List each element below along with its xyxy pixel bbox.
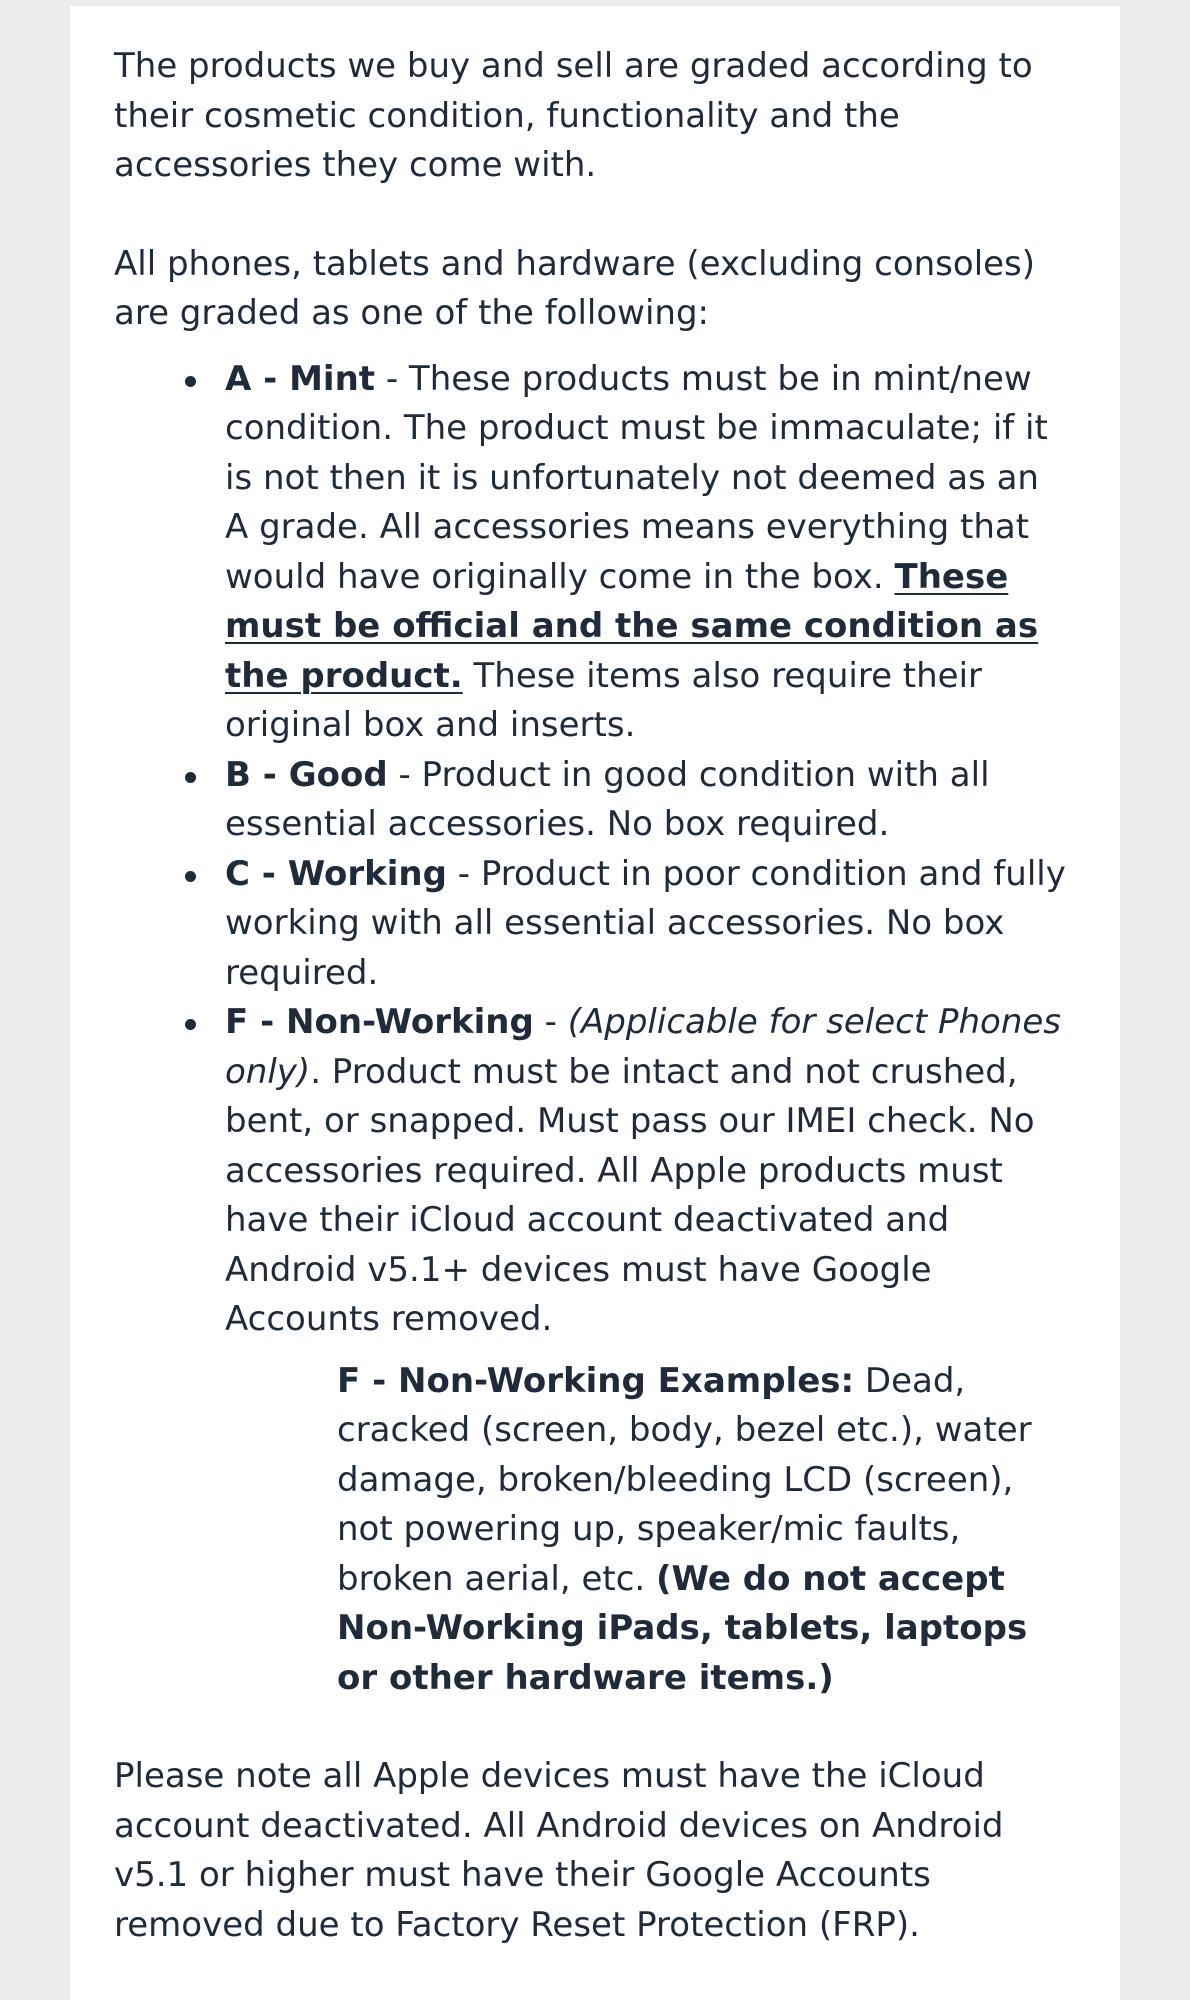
grade-description: - These products must be in mint/new condition. The product must be immaculate; if it is not then it is unfortunately not deemed as an A grade. All accessories means everything that would have originally come in the box.: [225, 358, 1048, 597]
grade-name: A - Mint: [225, 358, 376, 399]
examples-text: Dead, cracked (screen, body, bezel etc.), water damage, broken/bleeding LCD (screen), not powering up, speaker/mic faults, broken aerial, etc.: [337, 1360, 1032, 1599]
grade-description: - Product in good condition with all essential accessories. No box required.: [225, 754, 990, 844]
footer-paragraph: Please note all Apple devices must have the iCloud account deactivated. All Android devices on Android v5.1 or higher must have their Google Accounts removed due to Factory Reset Protection (FRP).: [114, 1756, 1004, 1945]
grade-list: [114, 355, 1072, 1345]
examples-note: (We do not accept Non-Working iPads, tablets, laptops or other hardware items.): [337, 1558, 1028, 1698]
bullet-icon: [185, 376, 196, 387]
non-working-examples: [337, 1357, 1072, 1704]
grade-name: B - Good: [225, 754, 388, 795]
grade-item-a: [225, 355, 1072, 751]
grade-name: C - Working: [225, 853, 447, 894]
grade-applicability-note: (Applicable for select Phones only): [225, 1002, 1062, 1092]
grade-item-f: [225, 998, 1072, 1345]
grade-dash: -: [533, 1002, 568, 1042]
intro-paragraph: The products we buy and sell are graded according to their cosmetic condition, functionality and the accessories they come with.: [114, 46, 1033, 185]
examples-label: F - Non-Working Examples:: [337, 1360, 855, 1401]
grading-lead-paragraph: All phones, tablets and hardware (excluding consoles) are graded as one of the following:: [114, 243, 1036, 333]
grade-emphasis: These must be official and the same condition as the product.: [225, 556, 1039, 696]
bullet-icon: [185, 1019, 196, 1030]
grade-item-b: [225, 751, 1072, 850]
grade-description: - Product in poor condition and fully working with all essential accessories. No box required.: [225, 853, 1066, 993]
grade-description-cont: These items also require their original box and inserts.: [225, 655, 983, 745]
bullet-icon: [185, 772, 196, 783]
grade-item-c: [225, 850, 1072, 999]
content-card: [70, 6, 1120, 2000]
grade-description: . Product must be intact and not crushed, bent, or snapped. Must pass our IMEI check. No accessories required. All Apple products must have their iCloud account deactivated and Android v5.1+ devices must have Google Accounts removed.: [225, 1051, 1035, 1339]
grade-name: F - Non-Working: [225, 1002, 534, 1042]
bullet-icon: [185, 871, 196, 882]
